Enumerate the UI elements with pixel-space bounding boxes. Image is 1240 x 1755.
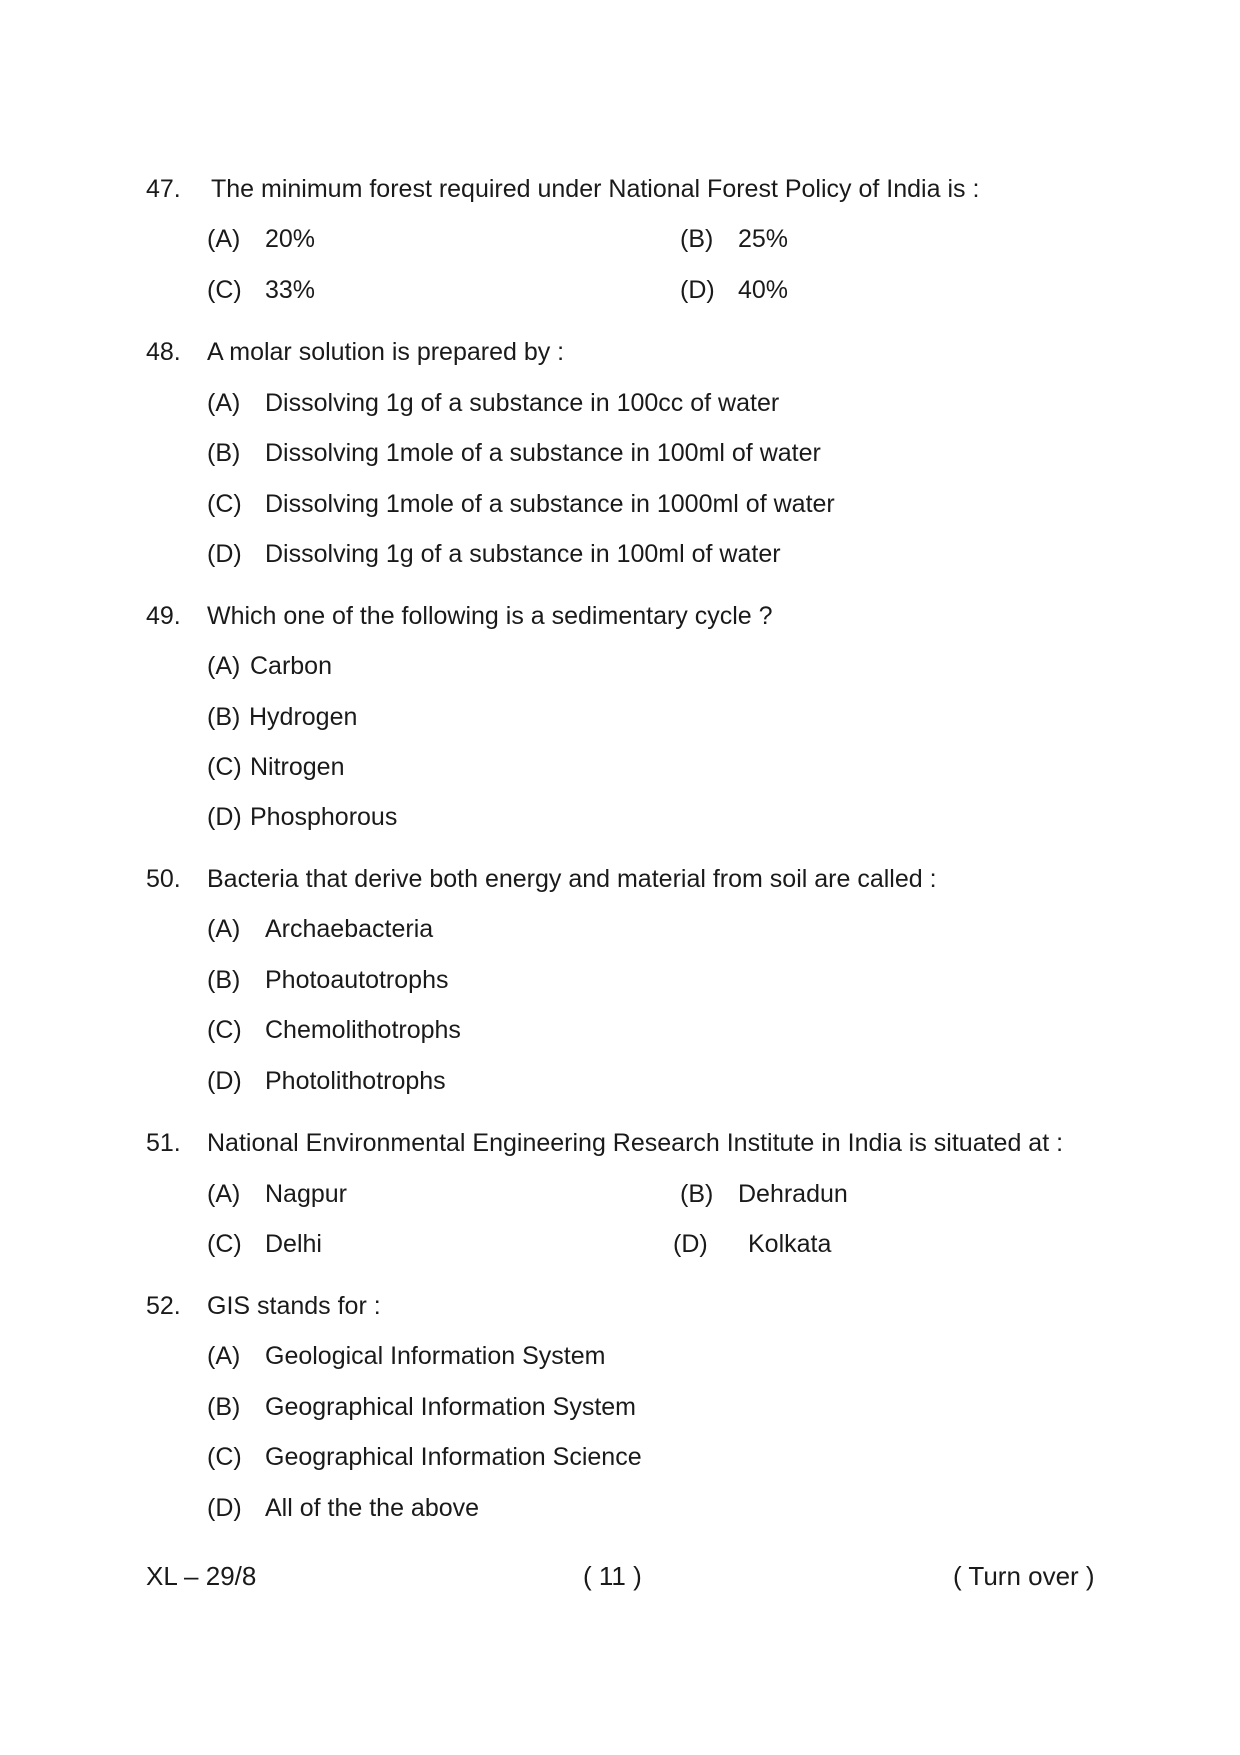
question-number: 52.	[146, 1292, 181, 1320]
option-text: Phosphorous	[250, 803, 398, 831]
option-letter: (B)	[207, 703, 241, 731]
option-text: 40%	[738, 276, 789, 304]
option-text: Archaebacteria	[265, 915, 434, 943]
question-number: 51.	[146, 1129, 181, 1157]
question-text: A molar solution is prepared by :	[207, 338, 565, 366]
option-letter: (A)	[207, 1342, 241, 1370]
option-letter: (B)	[680, 225, 714, 253]
option-letter: (A)	[207, 389, 241, 417]
option-text: Hydrogen	[249, 703, 358, 731]
option-text: All of the the above	[265, 1494, 480, 1522]
option-text: 25%	[738, 225, 789, 253]
page-number: ( 11 )	[583, 1561, 642, 1591]
option-text: 20%	[265, 225, 316, 253]
option-letter: (B)	[680, 1180, 714, 1208]
paper-code: XL – 29/8	[146, 1561, 257, 1591]
option-letter: (D)	[207, 1494, 242, 1522]
question-number: 50.	[146, 865, 181, 893]
option-letter: (A)	[207, 1180, 241, 1208]
question-number: 49.	[146, 602, 181, 630]
option-letter: (C)	[207, 490, 242, 518]
option-text: Dehradun	[738, 1180, 848, 1208]
option-text: Dissolving 1g of a substance in 100cc of water	[265, 389, 780, 417]
option-letter: (C)	[207, 753, 242, 781]
option-text: Photoautotrophs	[265, 966, 449, 994]
option-letter: (B)	[207, 966, 241, 994]
option-text: Chemolithotrophs	[265, 1016, 461, 1044]
option-text: Dissolving 1g of a substance in 100ml of water	[265, 540, 781, 568]
option-text: Dissolving 1mole of a substance in 1000ml of water	[265, 490, 835, 518]
option-letter: (D)	[207, 1067, 242, 1095]
option-text: Carbon	[250, 652, 332, 680]
option-text: Kolkata	[748, 1230, 832, 1258]
option-letter: (C)	[207, 1443, 242, 1471]
option-letter: (D)	[680, 276, 715, 304]
question-text: The minimum forest required under National Forest Policy of India is :	[211, 175, 980, 203]
question-number: 47.	[146, 175, 181, 203]
option-letter: (A)	[207, 652, 241, 680]
option-letter: (D)	[207, 803, 242, 831]
option-text: 33%	[265, 276, 316, 304]
turn-over-note: ( Turn over )	[953, 1561, 1095, 1591]
question-number: 48.	[146, 338, 181, 366]
option-letter: (A)	[207, 915, 241, 943]
option-text: Dissolving 1mole of a substance in 100ml of water	[265, 439, 821, 467]
option-text: Nagpur	[265, 1180, 347, 1208]
option-text: Delhi	[265, 1230, 322, 1258]
option-letter: (C)	[207, 1230, 242, 1258]
option-text: Geological Information System	[265, 1342, 606, 1370]
option-text: Nitrogen	[250, 753, 345, 781]
option-letter: (C)	[207, 276, 242, 304]
option-letter: (D)	[207, 540, 242, 568]
question-text: National Environmental Engineering Research Institute in India is situated at :	[207, 1129, 1064, 1157]
option-text: Photolithotrophs	[265, 1067, 446, 1095]
option-letter: (B)	[207, 439, 241, 467]
option-letter: (C)	[207, 1016, 242, 1044]
question-text: Bacteria that derive both energy and material from soil are called :	[207, 865, 937, 893]
option-letter: (A)	[207, 225, 241, 253]
option-letter: (D)	[673, 1230, 708, 1258]
option-letter: (B)	[207, 1393, 241, 1421]
question-text: GIS stands for :	[207, 1292, 381, 1320]
question-text: Which one of the following is a sedimentary cycle ?	[207, 602, 773, 630]
option-text: Geographical Information Science	[265, 1443, 642, 1471]
option-text: Geographical Information System	[265, 1393, 637, 1421]
